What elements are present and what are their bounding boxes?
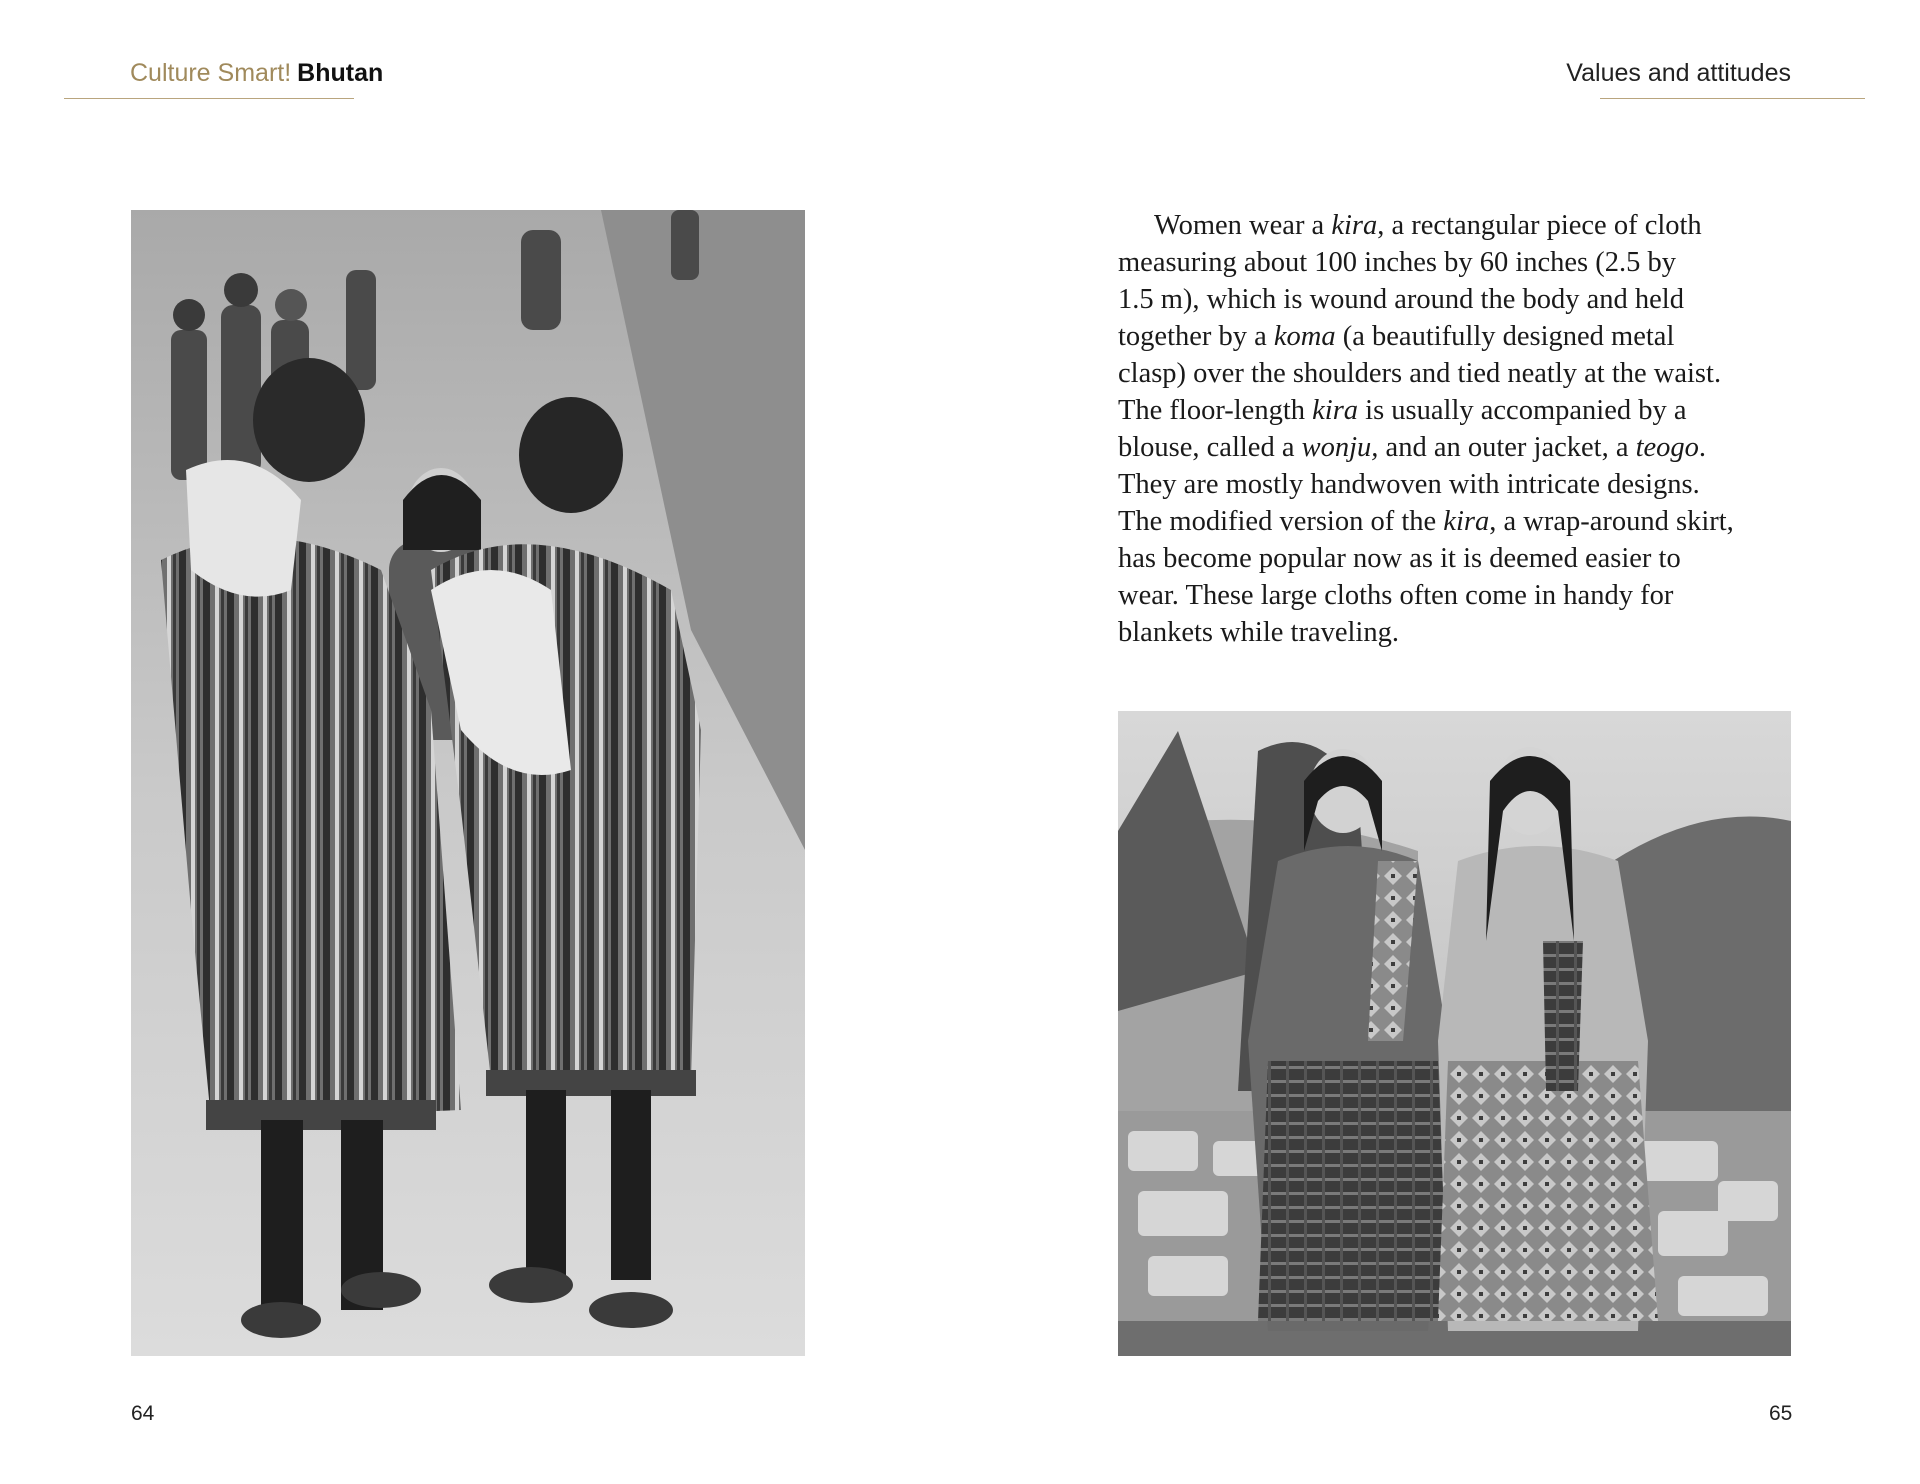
header-rule-right bbox=[1600, 98, 1865, 99]
body-line: blouse, called a wonju, and an outer jacket, a teogo. bbox=[1118, 432, 1707, 463]
header-rule-left bbox=[64, 98, 354, 99]
body-line: 1.5 m), which is wound around the body and held bbox=[1118, 284, 1684, 315]
body-line: has become popular now as it is deemed easier to bbox=[1118, 543, 1681, 574]
body-line: blankets while traveling. bbox=[1118, 617, 1399, 648]
body-line: The floor-length kira is usually accompanied by a bbox=[1118, 395, 1687, 426]
body-line: wear. These large cloths often come in handy for bbox=[1118, 580, 1674, 611]
running-header-right: Values and attitudes bbox=[1566, 59, 1791, 87]
page-number-left: 64 bbox=[131, 1402, 155, 1425]
body-paragraph bbox=[1118, 207, 1818, 651]
series-name: Culture Smart! bbox=[130, 59, 292, 87]
photo-men-in-gho bbox=[131, 210, 805, 1356]
body-line: They are mostly handwoven with intricate designs. bbox=[1118, 469, 1700, 500]
book-title: Bhutan bbox=[297, 59, 384, 87]
photo-women-in-kira bbox=[1118, 711, 1791, 1356]
running-header-left bbox=[130, 58, 383, 88]
page-number-right: 65 bbox=[1769, 1402, 1793, 1425]
body-line: Women wear a kira, a rectangular piece of cloth bbox=[1154, 210, 1702, 241]
body-line: clasp) over the shoulders and tied neatly at the waist. bbox=[1118, 358, 1722, 389]
body-line: The modified version of the kira, a wrap-around skirt, bbox=[1118, 506, 1734, 537]
body-line: together by a koma (a beautifully designed metal bbox=[1118, 321, 1675, 352]
body-line: measuring about 100 inches by 60 inches (2.5 by bbox=[1118, 247, 1677, 278]
